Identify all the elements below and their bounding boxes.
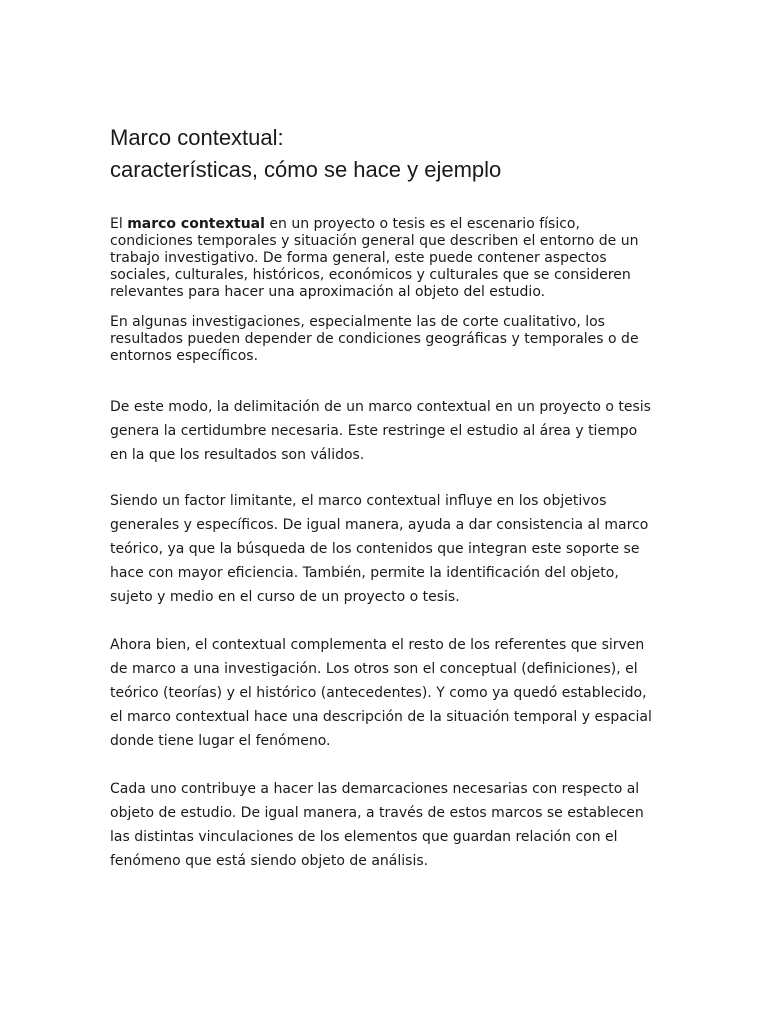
body-paragraph: De este modo, la delimitación de un marco contextual en un proyecto o tesis genera la certidumbre necesaria. Este restringe el estudio al área y tiempo en la que los resultados son válidos. bbox=[110, 399, 651, 463]
intro-lead: El bbox=[110, 216, 128, 232]
page-title bbox=[110, 122, 658, 186]
title-line-1: Marco contextual: bbox=[110, 125, 284, 150]
body-paragraph: Cada uno contribuye a hacer las demarcaciones necesarias con respecto al objeto de estudio. De igual manera, a través de estos marcos se establecen las distintas vinculaciones de los elementos que guardan relación con el fenómeno que está siendo objeto de análisis. bbox=[110, 781, 644, 869]
body-paragraph: Siendo un factor limitante, el marco contextual influye en los objetivos generales y específicos. De igual manera, ayuda a dar consistencia al marco teórico, ya que la búsqueda de los contenidos que integran este soporte se hace con mayor eficiencia. También, permite la identificación del objeto, sujeto y medio en el curso de un proyecto o tesis. bbox=[110, 493, 649, 605]
intro-bold-term: marco contextual bbox=[127, 216, 265, 232]
document-page bbox=[110, 122, 658, 873]
intro-paragraph bbox=[110, 216, 658, 301]
body-paragraph: Ahora bien, el contextual complementa el resto de los referentes que sirven de marco a una investigación. Los otros son el conceptual (definiciones), el teórico (teorías) y el histórico (antecedentes). Y como ya quedó establecido, el marco contextual hace una descripción de la situación temporal y espacial donde tiene lugar el fenómeno. bbox=[110, 637, 652, 749]
title-line-2: características, cómo se hace y ejemplo bbox=[110, 157, 502, 182]
body-paragraph: En algunas investigaciones, especialmente las de corte cualitativo, los resultados pueden depender de condiciones geográficas y temporales o de entornos específicos. bbox=[110, 314, 639, 364]
intro-rest: en un proyecto o tesis es el escenario físico, condiciones temporales y situación general que describen el entorno de un trabajo investigativo. De forma general, este puede contener aspectos sociales, culturales, históricos, económicos y culturales que se consideren relevantes para hacer una aproximación al objeto del estudio. bbox=[110, 216, 639, 300]
